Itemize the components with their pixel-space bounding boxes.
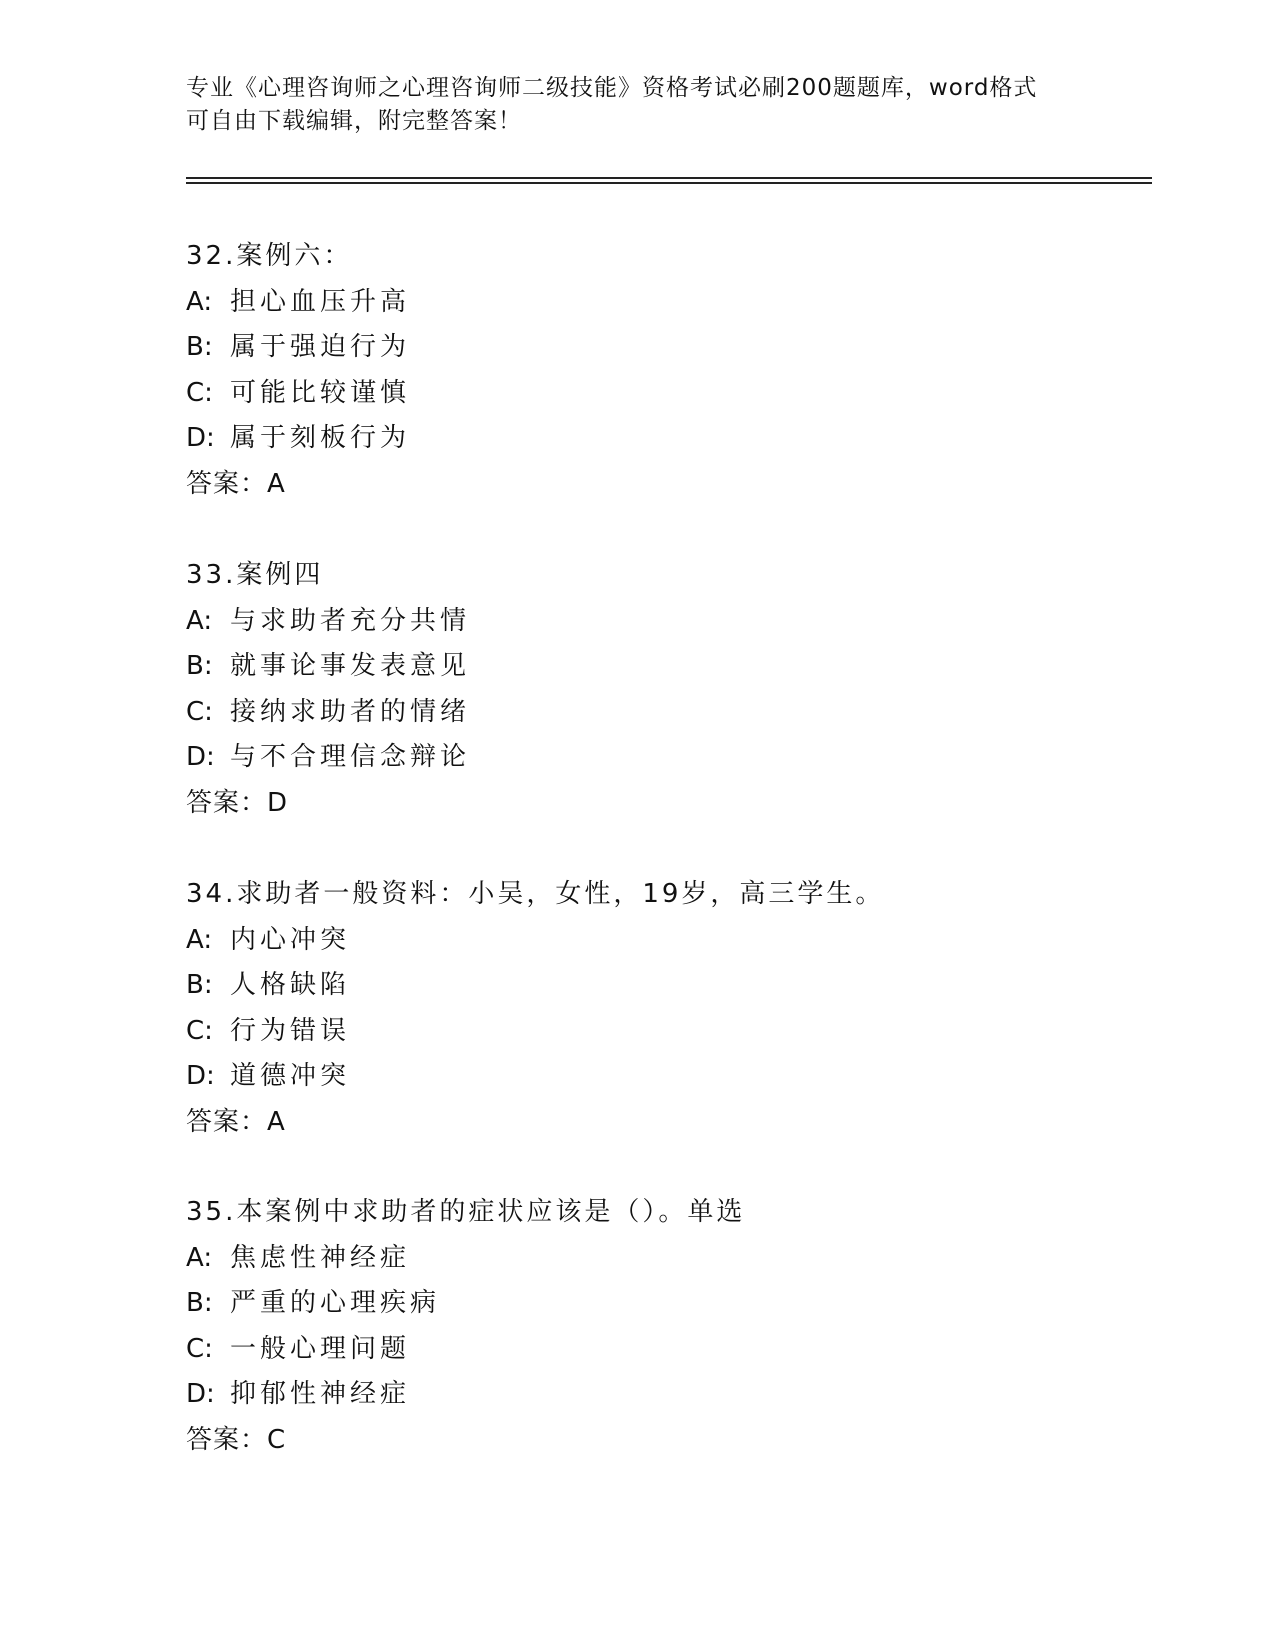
option-letter: B: <box>186 651 213 681</box>
option-d <box>186 1372 1146 1418</box>
option-text: 道德冲突 <box>230 1061 351 1091</box>
option-c <box>186 371 1146 417</box>
option-letter: D: <box>186 742 215 772</box>
option-letter: A: <box>186 605 213 636</box>
answer-line: 答案：D <box>186 787 289 818</box>
option-text: 属于刻板行为 <box>230 423 411 453</box>
document-header <box>186 72 1086 138</box>
option-a <box>186 599 1146 645</box>
option-a <box>186 280 1146 326</box>
option-d <box>186 735 1146 781</box>
option-b <box>186 325 1146 371</box>
option-text: 与不合理信念辩论 <box>230 742 471 772</box>
option-text: 担心血压升高 <box>230 286 411 317</box>
option-text: 与求助者充分共情 <box>230 605 471 636</box>
option-letter: A: <box>186 1242 213 1273</box>
option-letter: B: <box>186 332 213 362</box>
question-title: 35.本案例中求助者的症状应该是（）。单选 <box>186 1197 746 1227</box>
option-letter: D: <box>186 1061 215 1091</box>
option-text: 属于强迫行为 <box>230 332 411 362</box>
option-text: 一般心理问题 <box>230 1333 411 1364</box>
option-text: 人格缺陷 <box>230 970 351 1000</box>
option-letter: B: <box>186 970 213 1000</box>
question-title: 32.案例六： <box>186 241 353 271</box>
option-text: 内心冲突 <box>230 924 351 955</box>
option-text: 焦虑性神经症 <box>230 1242 411 1273</box>
question-title: 34.求助者一般资料：小吴，女性，19岁，高三学生。 <box>186 879 885 909</box>
question-block <box>186 234 1146 507</box>
option-b <box>186 1281 1146 1327</box>
option-letter: C: <box>186 1333 213 1364</box>
option-text: 就事论事发表意见 <box>230 651 471 681</box>
option-letter: D: <box>186 1379 215 1409</box>
header-line-1: 专业《心理咨询师之心理咨询师二级技能》资格考试必刷200题题库，word格式 <box>186 75 1038 101</box>
option-letter: D: <box>186 423 215 453</box>
option-b <box>186 963 1146 1009</box>
option-letter: C: <box>186 696 213 727</box>
question-block <box>186 1190 1146 1463</box>
option-letter: C: <box>186 377 213 408</box>
question-title: 33.案例四 <box>186 560 324 590</box>
header-divider-top <box>186 177 1152 179</box>
option-text: 接纳求助者的情绪 <box>230 696 471 727</box>
option-a <box>186 918 1146 964</box>
option-b <box>186 644 1146 690</box>
option-letter: B: <box>186 1288 213 1318</box>
option-c <box>186 1327 1146 1373</box>
option-letter: A: <box>186 286 213 317</box>
answer-line: 答案：A <box>186 468 286 499</box>
option-text: 抑郁性神经症 <box>230 1379 411 1409</box>
option-text: 行为错误 <box>230 1015 351 1046</box>
answer-line: 答案：A <box>186 1106 286 1137</box>
option-a <box>186 1236 1146 1282</box>
header-line-2: 可自由下载编辑，附完整答案！ <box>186 108 522 134</box>
option-c <box>186 1009 1146 1055</box>
question-block <box>186 553 1146 826</box>
option-c <box>186 690 1146 736</box>
header-divider-bottom <box>186 182 1152 184</box>
question-block <box>186 872 1146 1145</box>
option-d <box>186 416 1146 462</box>
option-letter: A: <box>186 924 213 955</box>
answer-line: 答案：C <box>186 1424 287 1455</box>
option-d <box>186 1054 1146 1100</box>
option-text: 严重的心理疾病 <box>230 1288 441 1318</box>
option-letter: C: <box>186 1015 213 1046</box>
option-text: 可能比较谨慎 <box>230 377 411 408</box>
